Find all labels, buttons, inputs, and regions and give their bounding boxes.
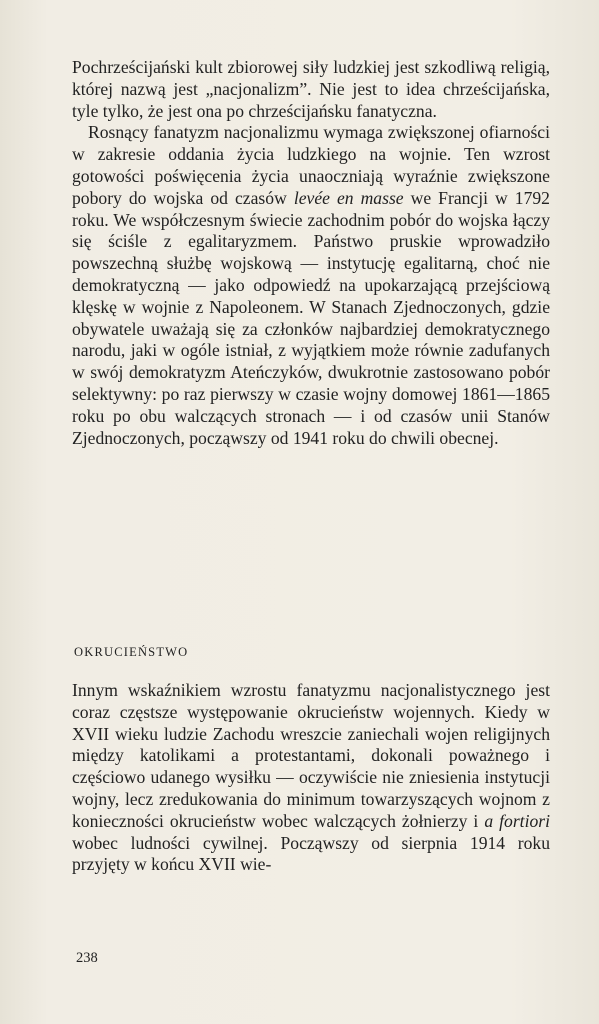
section-heading: OKRUCIEŃSTWO [74, 645, 189, 659]
paragraph-2-text-a: Rosnący fanatyzm nacjonalizmu wymaga zwiększonej ofiarności w zakresie oddania życia ludzkiego na wojnie. Ten wzrost gotowości poświęcenia życia unaoczniają wyraźnie zwiększone pobory do wojska od czasów [72, 122, 550, 208]
main-text-block [72, 57, 550, 449]
paragraph-3 [72, 680, 550, 876]
paragraph-3-italic: a fortiori [484, 810, 550, 831]
paragraph-2-text-b: we Francji w 1792 roku. We współczesnym świecie zachodnim pobór do wojska łączy się ściśle z egalitaryzmem. Państwo pruskie wprowadziło powszechną służbę wojskową — instytucję egalitarną, choć nie demokratyczną — jako odpowiedź na upokarzającą przejściową klęskę w wojnie z Napoleonem. W Stanach Zjednoczonych, gdzie obywatele uważają się za członków najbardziej demokratycznego narodu, jaki w ogóle istniał, z wyjątkiem może równie zadufanych w swój demokratyzm Ateńczyków, dwukrotnie zastosowano pobór selektywny: po raz pierwszy w czasie wojny domowej 1861—1865 roku po obu walczących stronach — i od czasów unii Stanów Zjednoczonych, począwszy od 1941 roku do chwili obecnej. [72, 187, 550, 448]
paragraph-3-text-a: Innym wskaźnikiem wzrostu fanatyzmu nacjonalistycznego jest coraz częstsze występowanie okrucieństw wojennych. Kiedy w XVII wieku ludzie Zachodu wreszcie zaniechali wojen religijnych między katolikami a protestantami, dokonali poważnego i częściowo udanego wysiłku — oczywiście nie zniesienia instytucji wojny, lecz zredukowania do minimum towarzyszących wojnom z konieczności okrucieństw wobec walczących żołnierzy i [72, 680, 550, 831]
paragraph-2 [72, 122, 550, 449]
section-text-block [72, 680, 550, 876]
paragraph-1: Pochrześcijański kult zbiorowej siły ludzkiej jest szkodliwą religią, której nazwą jest „nacjonalizm”. Nie jest to idea chrześcijańska, tyle tylko, że jest ona po chrześcijańsku fanatyczna. [72, 57, 550, 121]
paragraph-2-italic: levée en masse [293, 187, 404, 208]
paragraph-3-text-b: wobec ludności cywilnej. Począwszy od sierpnia 1914 roku przyjęty w końcu XVII wie- [72, 832, 550, 875]
page-number: 238 [76, 950, 98, 966]
